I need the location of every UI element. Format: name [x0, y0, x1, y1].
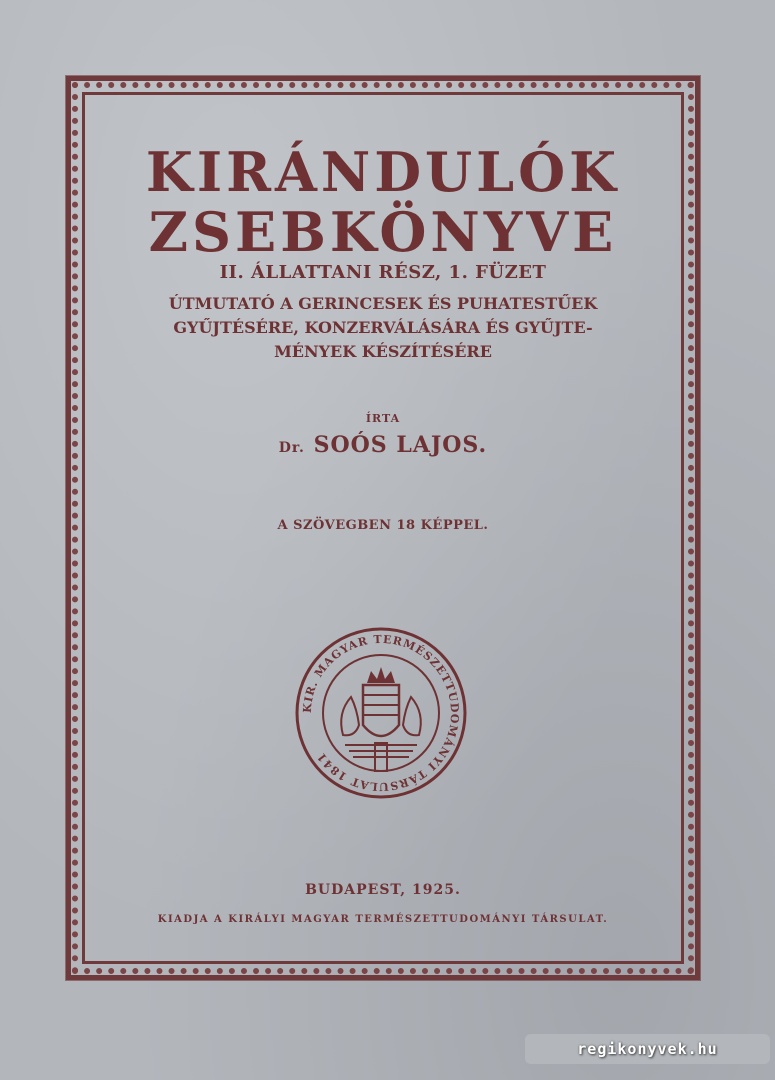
author: [82, 432, 684, 458]
seal-text: KIR. MAGYAR TERMÉSZETTUDOMÁNYI TÁRSULAT 1841: [300, 632, 462, 794]
title-line-1: KIRÁNDULÓK: [145, 140, 621, 204]
publisher: KIADJA A KIRÁLYI MAGYAR TERMÉSZETTUDOMÁNYI TÁRSULAT.: [157, 914, 609, 925]
illustrations-note: A SZÖVEGBEN 18 KÉPPEL.: [277, 518, 489, 533]
description-line-2: GYŰJTÉSÉRE, KONZERVÁLÁSÁRA ÉS GYŰJTE-: [173, 318, 593, 337]
description-line-3: MÉNYEK KÉSZÍTÉSÉRE: [274, 342, 492, 361]
title-line-2: ZSEBKÖNYVE: [148, 200, 618, 264]
author-prefix: Dr.: [278, 440, 305, 456]
site-watermark: regikonyvek.hu: [525, 1034, 770, 1064]
place-year: BUDAPEST, 1925.: [305, 882, 461, 898]
society-seal-icon: [293, 625, 469, 801]
byline-label: ÍRTA: [365, 412, 401, 425]
author-name: SOÓS LAJOS.: [313, 432, 488, 458]
description: [82, 292, 684, 364]
description-line-1: ÚTMUTATÓ A GERINCESEK ÉS PUHATESTŰEK: [168, 294, 598, 313]
svg-text:KIR. MAGYAR TERMÉSZETTUDOMÁNYI: [301, 633, 461, 793]
subtitle: II. ÁLLATTANI RÉSZ, 1. FÜZET: [219, 262, 547, 283]
